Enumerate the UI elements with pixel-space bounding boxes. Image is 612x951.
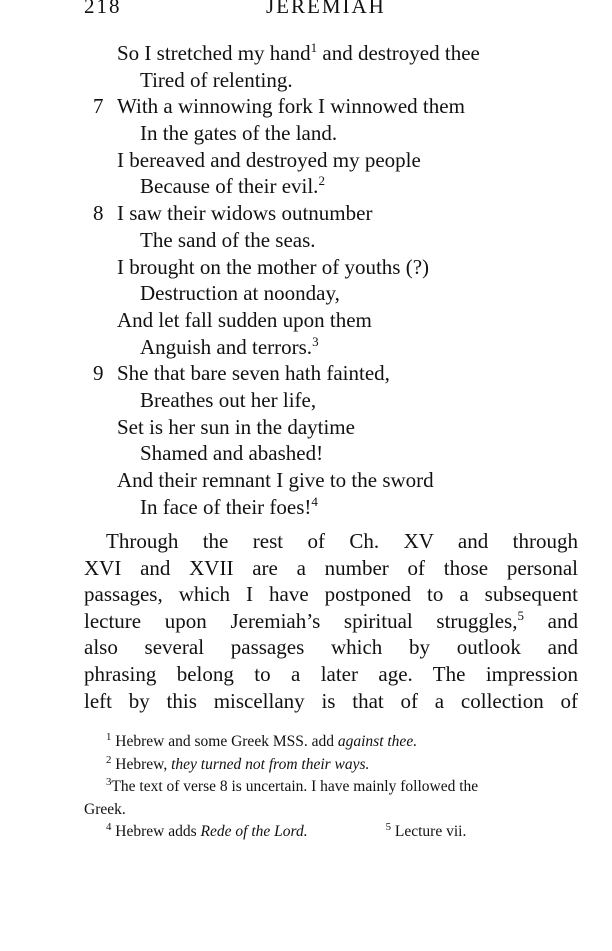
paragraph-line: also several passages which by outlook and — [84, 635, 578, 660]
footnote-ref: 4 — [311, 493, 318, 509]
verse-number: 9 — [93, 361, 104, 386]
poem-line: Destruction at noonday, — [140, 281, 340, 306]
running-head — [0, 0, 612, 20]
poem-line: 9 She that bare seven hath fainted, — [93, 361, 390, 386]
footnote-2: $^2$ Hebrew, they turned not from their ways. — [106, 753, 370, 773]
footnote-1: $^1$ Hebrew and some Greek MSS. add against thee. — [106, 730, 418, 750]
footnote-3: $^3$The text of verse 8 is uncertain. I have mainly followed the — [106, 775, 479, 795]
poem-line: In the gates of the land. — [140, 121, 338, 146]
poem-line: Set is her sun in the daytime — [117, 414, 355, 439]
poem-line: 7 With a winnowing fork I winnowed them — [93, 94, 465, 119]
poem-line: And let fall sudden upon them — [117, 307, 372, 332]
footnote-ref: 2 — [318, 173, 325, 189]
poem-line: The sand of the seas. — [140, 227, 316, 252]
poem-line: So I stretched my hand$^1$ and destroyed thee — [117, 40, 480, 65]
poem-line: 8 I saw their widows outnumber — [93, 201, 373, 226]
paragraph-line: phrasing belong to a later age. The impression — [84, 661, 578, 686]
paragraph-line: Through the rest of Ch. XV and through — [106, 529, 578, 553]
footnote-3-continuation: Greek. — [84, 800, 126, 818]
paragraph-line: passages, which I have postponed to a subsequent — [84, 582, 578, 607]
footnote-4-5: $^4$ Hebrew adds Rede of the Lord. $^5$ Lecture vii. — [106, 820, 467, 840]
footnote-ref: 1 — [310, 40, 318, 55]
poem-line: I brought on the mother of youths (?) — [117, 254, 430, 279]
poem-line: I bereaved and destroyed my people — [117, 147, 421, 172]
poem-line: Anguish and terrors.$^3$ — [140, 333, 319, 359]
verse-number: 7 — [93, 94, 104, 119]
poem-line: Because of their evil.$^2$ — [140, 173, 325, 199]
footnote-ref: 5 — [517, 607, 524, 623]
poem-line: Shamed and abashed! — [140, 441, 324, 466]
verse-number: 8 — [93, 201, 104, 226]
body-paragraph — [84, 528, 578, 714]
poem-block — [0, 40, 612, 520]
poem-line: In face of their foes!$^4$ — [140, 493, 318, 519]
paragraph-line: XVI and XVII are a number of those personal — [84, 555, 578, 580]
poem-line: Breathes out her life, — [140, 387, 317, 412]
page-header-title: JEREMIAH — [266, 0, 386, 18]
poem-line: And their remnant I give to the sword — [117, 468, 434, 492]
paragraph-line: lecture upon Jeremiah’s spiritual struggles,$^5$ and — [84, 607, 578, 633]
footnote-ref: 3 — [312, 333, 319, 349]
footnotes — [84, 731, 578, 844]
poem-line: Tired of relenting. — [140, 67, 293, 92]
paragraph-line: left by this miscellany is that of a collection of — [84, 688, 578, 713]
page-number: 218 — [84, 0, 122, 18]
